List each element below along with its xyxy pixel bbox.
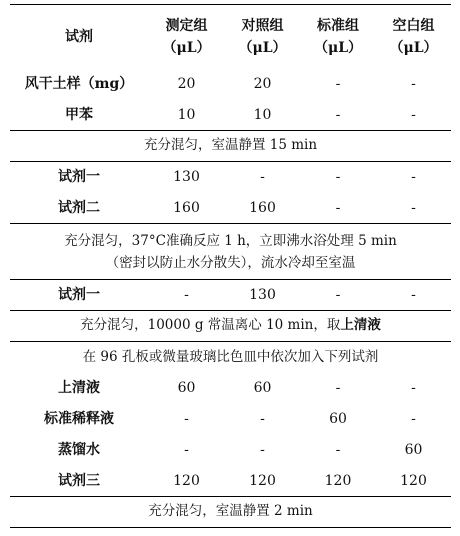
cell-value: -	[376, 162, 451, 193]
step-row-5	[10, 497, 451, 528]
step-row-1	[10, 131, 451, 162]
row-label: 风干土样（mg）	[24, 76, 134, 92]
cell-value: -	[411, 106, 416, 123]
row-reagent1-a	[10, 162, 451, 193]
header-blank-group: 空白组 （μL）	[376, 5, 451, 69]
cell-value: -	[300, 280, 376, 311]
step-row-4	[10, 342, 451, 373]
cell-value: 120	[173, 472, 200, 489]
row-label: 试剂三	[58, 472, 100, 489]
step-text-line1: 充分混匀，37°C准确反应 1 h，立即沸水浴处理 5 min	[64, 232, 397, 249]
row-label: 蒸馏水	[58, 442, 100, 458]
cell-value: -	[300, 162, 376, 193]
cell-value: -	[225, 162, 300, 193]
cell-value: -	[411, 411, 416, 427]
row-label: 试剂一	[10, 162, 148, 193]
cell-value: -	[335, 380, 341, 396]
cell-value: -	[376, 280, 451, 311]
row-label: 甲苯	[65, 106, 93, 123]
row-soil	[10, 69, 451, 100]
step-row-2	[10, 224, 451, 280]
cell-value: 120	[324, 472, 352, 489]
cell-value: -	[260, 411, 265, 427]
row-standard-dilution	[10, 404, 451, 435]
step-text-emphasis: 上清液	[340, 317, 381, 334]
header-control-group: 对照组 （μL）	[225, 5, 300, 69]
step-row-3	[10, 311, 451, 342]
cell-value: -	[411, 199, 416, 216]
cell-value: -	[335, 442, 341, 458]
cell-value: 120	[400, 472, 427, 489]
header-row	[10, 5, 451, 69]
step-text-prefix: 充分混匀，10000 g 常温离心 10 min，取	[80, 317, 341, 334]
cell-value: -	[411, 76, 416, 92]
cell-value: -	[184, 411, 189, 427]
cell-value: 130	[225, 280, 300, 311]
step-text	[10, 224, 451, 280]
cell-value: 10	[177, 106, 196, 123]
cell-value: 60	[404, 442, 423, 458]
cell-value: -	[335, 106, 341, 123]
header-standard-group: 标准组 （μL）	[300, 5, 376, 69]
cell-value: -	[335, 199, 341, 216]
row-label: 试剂二	[58, 199, 100, 216]
cell-value: 160	[249, 199, 276, 216]
reagent-protocol-table	[10, 4, 451, 528]
row-label: 标准稀释液	[44, 411, 114, 427]
step-text: 充分混匀，室温静置 15 min	[10, 131, 451, 162]
step-text-line2: （密封以防止水分散失），流水冷却至室温	[105, 254, 356, 271]
cell-value: 10	[253, 106, 272, 123]
header-test-group: 测定组 （μL）	[148, 5, 225, 69]
cell-value: 20	[253, 76, 272, 92]
row-supernatant	[10, 373, 451, 404]
cell-value: -	[411, 380, 416, 396]
cell-value: -	[184, 442, 189, 458]
row-label: 试剂一	[10, 280, 148, 311]
row-reagent1-b	[10, 280, 451, 311]
cell-value: -	[148, 280, 225, 311]
cell-value: 60	[177, 380, 196, 396]
row-label: 上清液	[58, 380, 100, 396]
step-text: 充分混匀，室温静置 2 min	[10, 497, 451, 528]
cell-value: 60	[253, 380, 272, 396]
cell-value: -	[260, 442, 265, 458]
header-reagent: 试剂	[10, 5, 148, 69]
cell-value: 20	[177, 76, 196, 92]
cell-value: 160	[173, 199, 200, 216]
cell-value: 120	[249, 472, 276, 489]
row-reagent2	[10, 193, 451, 224]
cell-value: 60	[329, 411, 347, 427]
row-toluene	[10, 100, 451, 131]
step-text: 在 96 孔板或微量玻璃比色皿中依次加入下列试剂	[10, 342, 451, 373]
row-reagent3	[10, 466, 451, 497]
cell-value: -	[335, 76, 341, 92]
step-text	[10, 311, 451, 342]
row-distilled-water	[10, 435, 451, 466]
cell-value: 130	[148, 162, 225, 193]
